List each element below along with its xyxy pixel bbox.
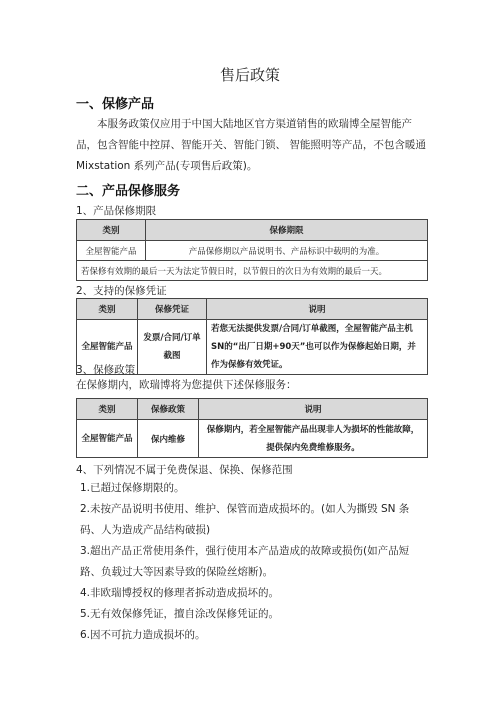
table-cell-description: 若您无法提供发票/合同/订单截图，全屋智能产品主机SN的“出厂日期+90天”也可以作为保修起始日期，并作为保修有效凭证。	[207, 320, 428, 375]
table-cell-category: 全屋智能产品	[77, 241, 146, 261]
subheading-warranty-policy: 3、保修政策	[76, 364, 136, 376]
exclusions-list	[76, 478, 428, 646]
section-heading-warranty-products: 一、保修产品	[76, 97, 155, 112]
subheading-warranty-proof: 2、支持的保修凭证	[76, 285, 167, 297]
table-cell-description: 保修期内，若全屋智能产品出现非人为损坏的性能故障，提供保内免费维修服务。	[199, 420, 428, 458]
warranty-policy-intro: 在保修期内，欧瑞博将为您提供下述保修服务：	[76, 379, 297, 391]
subheading-warranty-period: 1、产品保修期限	[76, 205, 157, 217]
page-title: 售后政策	[219, 66, 280, 84]
table-cell-period: 产品保修期以产品说明书、产品标识中载明的为准。	[146, 241, 428, 261]
table-header-description: 说明	[207, 299, 428, 320]
table-header-category: 类别	[77, 220, 146, 241]
list-item: 5.无有效保修凭证，擅自涂改保修凭证的。	[80, 608, 280, 620]
list-item: 4.非欧瑞博授权的修理者拆动造成损坏的。	[80, 587, 280, 599]
table-cell-category: 全屋智能产品	[77, 420, 138, 458]
warranty-products-paragraph: 本服务政策仅应用于中国大陆地区官方渠道销售的欧瑞博全屋智能产品，包含智能中控屏、智能开关、智能门锁、 智能照明等产品，不包含暖通 Mixstation 系列产品(专项售后政策)。	[76, 118, 426, 172]
subheading-exclusions: 4、下列情况不属于免费保退、保换、保修范围	[76, 464, 293, 476]
table-note: 若保修有效期的最后一天为法定节假日时，以节假日的次日为有效期的最后一天。	[77, 261, 428, 281]
table-header-policy: 保修政策	[138, 399, 199, 420]
table-header-category: 类别	[77, 399, 138, 420]
table-header-proof: 保修凭证	[138, 299, 207, 320]
warranty-period-table	[76, 219, 428, 281]
list-item: 1.已超过保修期限的。	[80, 482, 185, 494]
table-header-description: 说明	[199, 399, 428, 420]
list-item: 3.超出产品正常使用条件，强行使用本产品造成的故障或损伤(如产品短路、负载过大等因素导致的保险丝熔断)。	[80, 545, 410, 578]
table-cell-proof: 发票/合同/订单截图	[138, 320, 207, 375]
table-header-category: 类别	[77, 299, 138, 320]
table-cell-category: 全屋智能产品	[77, 320, 138, 375]
list-item: 6.因不可抗力造成损坏的。	[80, 629, 206, 641]
table-cell-policy: 保内维修	[138, 420, 199, 458]
list-item: 2.未按产品说明书使用、维护、保管而造成损坏的。(如人为撕毁 SN 条码、人为造成产品结构破损)	[80, 503, 410, 536]
table-header-period: 保修期限	[146, 220, 428, 241]
section-heading-warranty-service: 二、产品保修服务	[76, 184, 181, 199]
warranty-policy-table	[76, 398, 428, 458]
